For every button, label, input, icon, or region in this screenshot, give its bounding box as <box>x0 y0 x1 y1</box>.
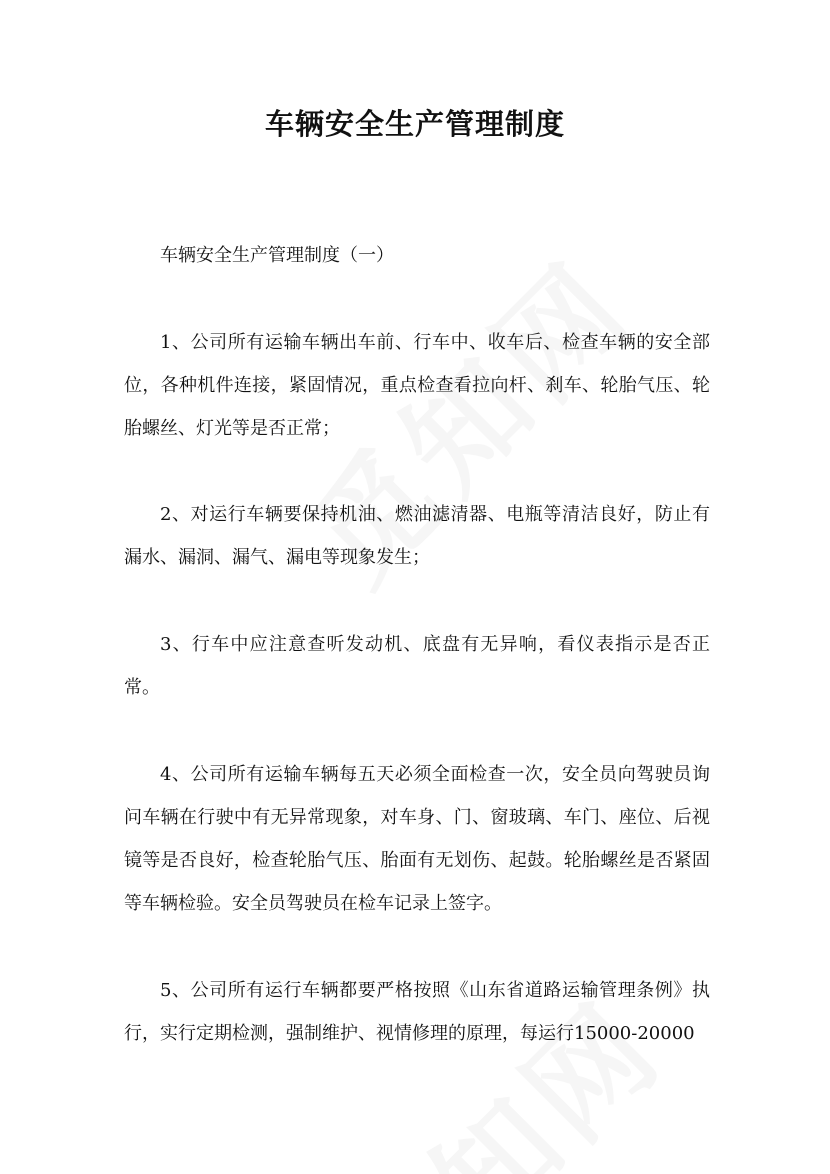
paragraph-1: 1、公司所有运输车辆出车前、行车中、收车后、检查车辆的安全部位，各种机件连接，紧固情况，重点检查看拉向杆、刹车、轮胎气压、轮胎螺丝、灯光等是否正常； <box>124 332 710 439</box>
document-title: 车辆安全生产管理制度 <box>264 107 565 141</box>
section-subtitle: 车辆安全生产管理制度（一） <box>160 245 394 266</box>
paragraph-5: 5、公司所有运行车辆都要严格按照《山东省道路运输管理条例》执行，实行定期检测，强制维护、视情修理的原理，每运行15000-20000 <box>124 980 710 1044</box>
paragraph-3: 3、行车中应注意查听发动机、底盘有无异响，看仪表指示是否正常。 <box>124 634 710 698</box>
paragraph-4: 4、公司所有运输车辆每五天必须全面检查一次，安全员向驾驶员询问车辆在行驶中有无异常现象，对车身、门、窗玻璃、车门、座位、后视镜等是否良好，检查轮胎气压、胎面有无划伤、起鼓。轮胎螺丝是否紧固等车辆检验。安全员驾驶员在检车记录上签字。 <box>124 764 710 914</box>
paragraph-2: 2、对运行车辆要保持机油、燃油滤清器、电瓶等清洁良好，防止有漏水、漏洞、漏气、漏电等现象发生； <box>124 504 710 568</box>
